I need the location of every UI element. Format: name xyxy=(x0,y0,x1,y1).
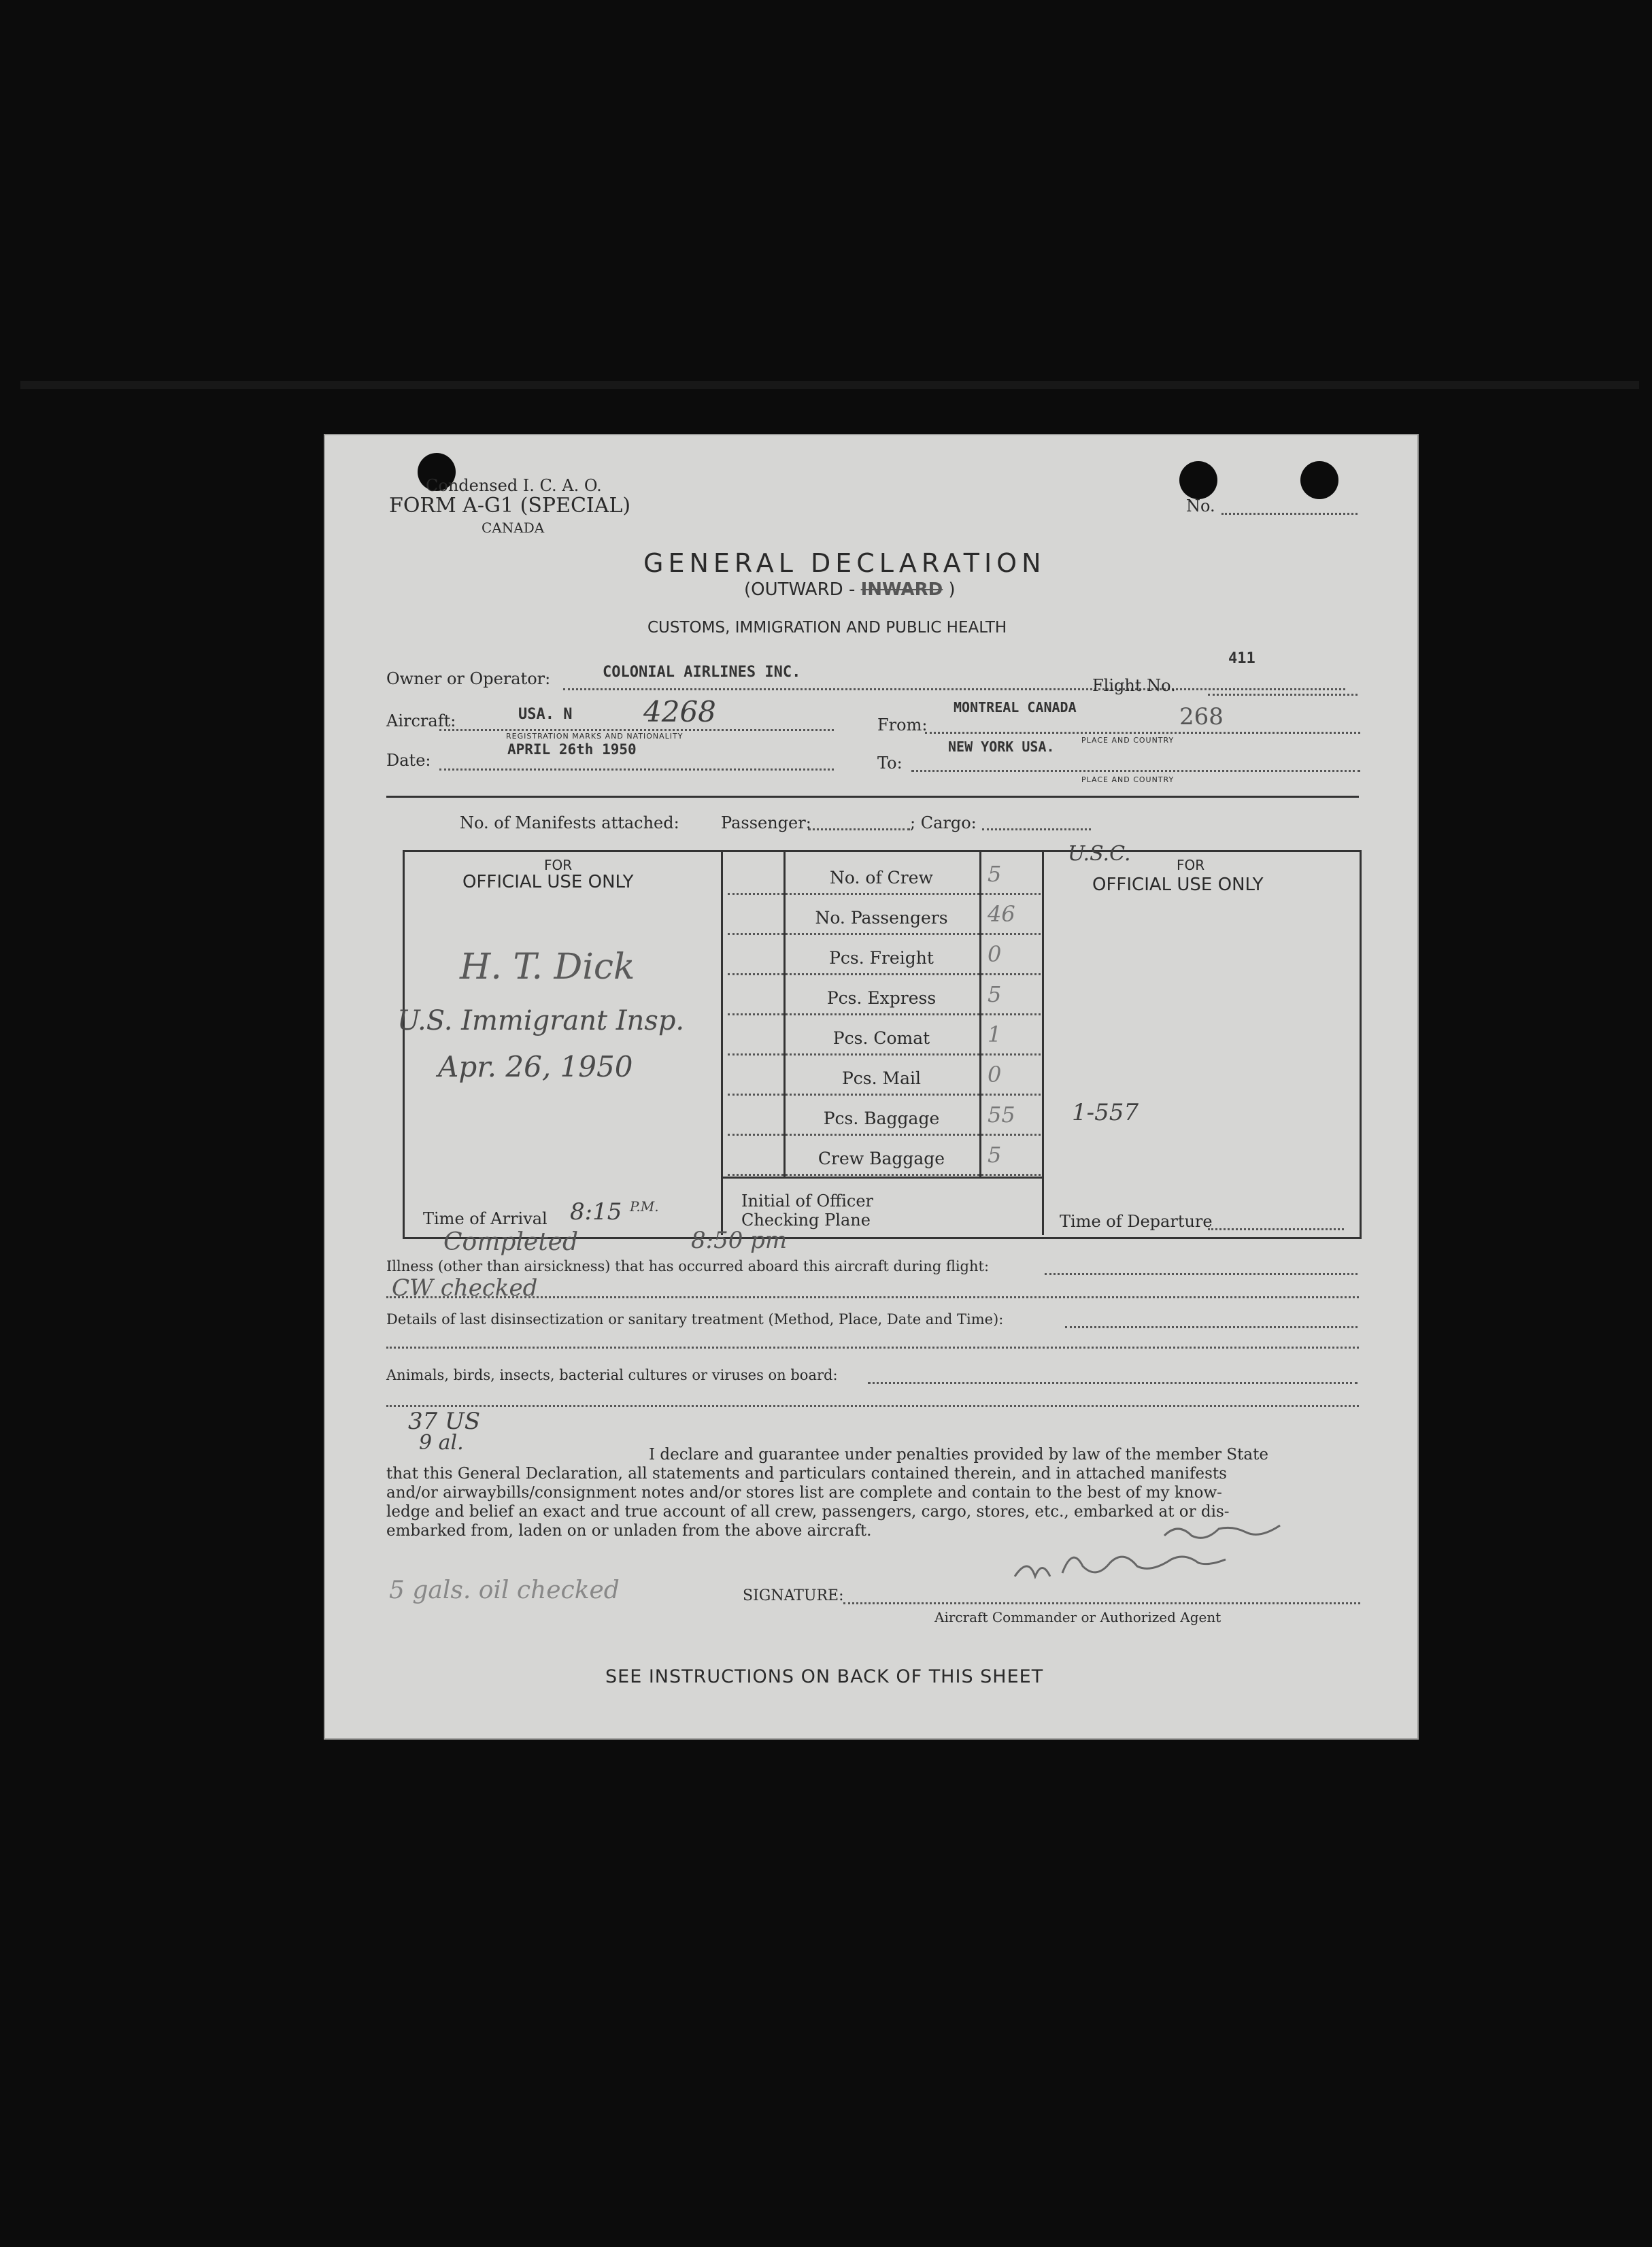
officer-name: H. T. Dick xyxy=(460,947,635,987)
declaration-line-5: embarked from, laden on or unladen from the above aircraft. xyxy=(386,1522,872,1540)
signature-line xyxy=(843,1602,1360,1604)
form-sheet xyxy=(324,434,1419,1740)
no-line xyxy=(1221,513,1358,515)
completed-time: 8:50 pm xyxy=(691,1227,788,1254)
count-row-value: 1 xyxy=(988,1021,1002,1047)
to-label: To: xyxy=(877,754,903,773)
header-rule xyxy=(386,796,1359,798)
dept-label: CUSTOMS, IMMIGRATION AND PUBLIC HEALTH xyxy=(647,619,1007,637)
count-row-value: 55 xyxy=(988,1102,1015,1128)
illness-hand: CW checked xyxy=(392,1274,538,1302)
initial-label: Initial of Officer xyxy=(741,1192,874,1211)
box-divider xyxy=(721,1177,1043,1179)
right-note-top: U.S.C. xyxy=(1068,842,1131,866)
footer-instructions: SEE INSTRUCTIONS ON BACK OF THIS SHEET xyxy=(605,1666,1044,1687)
official-right: OFFICIAL USE ONLY xyxy=(1092,875,1264,895)
manifests-label: No. of Manifests attached: xyxy=(460,813,679,832)
owner-label: Owner or Operator: xyxy=(386,669,551,688)
date-value: APRIL 26th 1950 xyxy=(507,741,637,758)
count-row-label: No. Passengers xyxy=(815,908,948,928)
owner-value: COLONIAL AIRLINES INC. xyxy=(603,664,801,681)
right-note-mid: 1-557 xyxy=(1072,1099,1139,1126)
flight-value-top: 411 xyxy=(1228,650,1255,667)
illness-line xyxy=(1045,1273,1358,1275)
cargo-line xyxy=(982,828,1091,830)
count-row-label: No. of Crew xyxy=(830,868,933,888)
date-line xyxy=(439,768,834,771)
flight-label: Flight No. xyxy=(1092,676,1176,695)
declaration-line-3: and/or airwaybills/consignment notes and/or stores list are complete and contain to the best of my know- xyxy=(386,1484,1222,1502)
aircraft-value: USA. N xyxy=(518,706,573,723)
declaration-line-2: that this General Declaration, all statements and particulars contained therein, and in attached manifests xyxy=(386,1465,1227,1483)
count-row-value: 0 xyxy=(988,941,1002,967)
departure-label: Time of Departure xyxy=(1060,1212,1213,1231)
arrival-pm: P.M. xyxy=(630,1198,659,1215)
count-row-line xyxy=(728,1094,1041,1096)
disinsect-label: Details of last disinsectization or sanitary treatment (Method, Place, Date and Time): xyxy=(386,1311,1004,1328)
count-row-value: 5 xyxy=(988,981,1002,1007)
arrival-label: Time of Arrival xyxy=(423,1209,547,1228)
date-label: Date: xyxy=(386,751,431,770)
cargo-label: ; Cargo: xyxy=(910,813,977,832)
count-row-line xyxy=(728,973,1041,975)
count-row-label: Pcs. Express xyxy=(826,988,937,1008)
country-label: CANADA xyxy=(482,520,545,536)
count-row-line xyxy=(728,1174,1041,1176)
count-row-line xyxy=(728,933,1041,935)
from-line xyxy=(925,732,1360,734)
count-row-line xyxy=(728,893,1041,895)
count-row-value: 0 xyxy=(988,1062,1002,1087)
aircraft-label: Aircraft: xyxy=(386,711,456,730)
count-row-label: Crew Baggage xyxy=(817,1149,945,1168)
scan-border xyxy=(20,381,1639,389)
count-row-label: Pcs. Baggage xyxy=(823,1109,940,1128)
count-row-line xyxy=(728,1013,1041,1015)
count-row-label: Pcs. Comat xyxy=(832,1028,930,1048)
form-id: FORM A-G1 (SPECIAL) xyxy=(389,494,631,518)
inspection-date: Apr. 26, 1950 xyxy=(438,1050,633,1083)
to-line xyxy=(911,770,1360,772)
flight-line xyxy=(1208,694,1358,696)
illness-line-2 xyxy=(386,1296,1359,1298)
disinsect-line-2 xyxy=(386,1347,1359,1349)
official-left: OFFICIAL USE ONLY xyxy=(462,872,634,892)
passenger-line xyxy=(808,828,910,830)
count-row-value: 5 xyxy=(988,1142,1002,1168)
hand-9: 9 al. xyxy=(419,1431,464,1455)
count-row-value: 5 xyxy=(988,861,1002,887)
disinsect-line xyxy=(1065,1326,1358,1328)
count-row-line xyxy=(728,1053,1041,1055)
checking-label: Checking Plane xyxy=(741,1211,871,1230)
signature-caption: Aircraft Commander or Authorized Agent xyxy=(934,1609,1221,1625)
flight-value-bottom: 268 xyxy=(1179,703,1224,730)
animals-line-2 xyxy=(386,1405,1359,1407)
punch-hole xyxy=(1300,461,1338,499)
signature-image xyxy=(1001,1515,1300,1604)
completed-note: Completed xyxy=(443,1228,579,1256)
registration-caption: REGISTRATION MARKS AND NATIONALITY xyxy=(506,732,684,741)
passenger-label: Passenger: xyxy=(721,813,811,832)
hand-37: 37 US xyxy=(408,1408,481,1435)
officer-title: U.S. Immigrant Insp. xyxy=(397,1005,685,1036)
form-subtitle: (OUTWARD - INWARD ) xyxy=(744,579,956,600)
aircraft-line xyxy=(439,729,834,731)
for-left: FOR xyxy=(544,857,573,873)
animals-line xyxy=(868,1382,1358,1384)
hand-left-note: 5 gals. oil checked xyxy=(389,1576,620,1604)
place-caption-to: PLACE AND COUNTRY xyxy=(1081,775,1175,784)
from-label: From: xyxy=(877,715,928,734)
signature-label: SIGNATURE: xyxy=(743,1587,844,1604)
owner-line xyxy=(563,688,1345,690)
count-row-value: 46 xyxy=(988,901,1015,927)
place-caption-from: PLACE AND COUNTRY xyxy=(1081,736,1175,745)
count-row-label: Pcs. Mail xyxy=(841,1068,922,1088)
form-title: GENERAL DECLARATION xyxy=(643,548,1046,578)
count-row-label: Pcs. Freight xyxy=(829,948,934,968)
illness-label: Illness (other than airsickness) that has occurred aboard this aircraft during flight: xyxy=(386,1258,990,1274)
punch-hole xyxy=(1179,461,1217,499)
for-right: FOR xyxy=(1177,857,1205,873)
declaration-line-4: ledge and belief an exact and true account of all crew, passengers, cargo, stores, etc., embarked at or dis- xyxy=(386,1503,1230,1521)
aircraft-number: 4268 xyxy=(643,695,716,728)
departure-line xyxy=(1208,1228,1344,1230)
animals-label: Animals, birds, insects, bacterial cultures or viruses on board: xyxy=(386,1367,838,1383)
to-value: NEW YORK USA. xyxy=(948,739,1055,755)
from-value: MONTREAL CANADA xyxy=(954,699,1077,715)
declaration-line-1: I declare and guarantee under penalties provided by law of the member State xyxy=(649,1446,1268,1464)
arrival-value: 8:15 xyxy=(570,1198,622,1226)
condensed-label: Condensed I. C. A. O. xyxy=(426,476,602,495)
count-row-line xyxy=(728,1134,1041,1136)
no-label: No. xyxy=(1186,496,1215,516)
